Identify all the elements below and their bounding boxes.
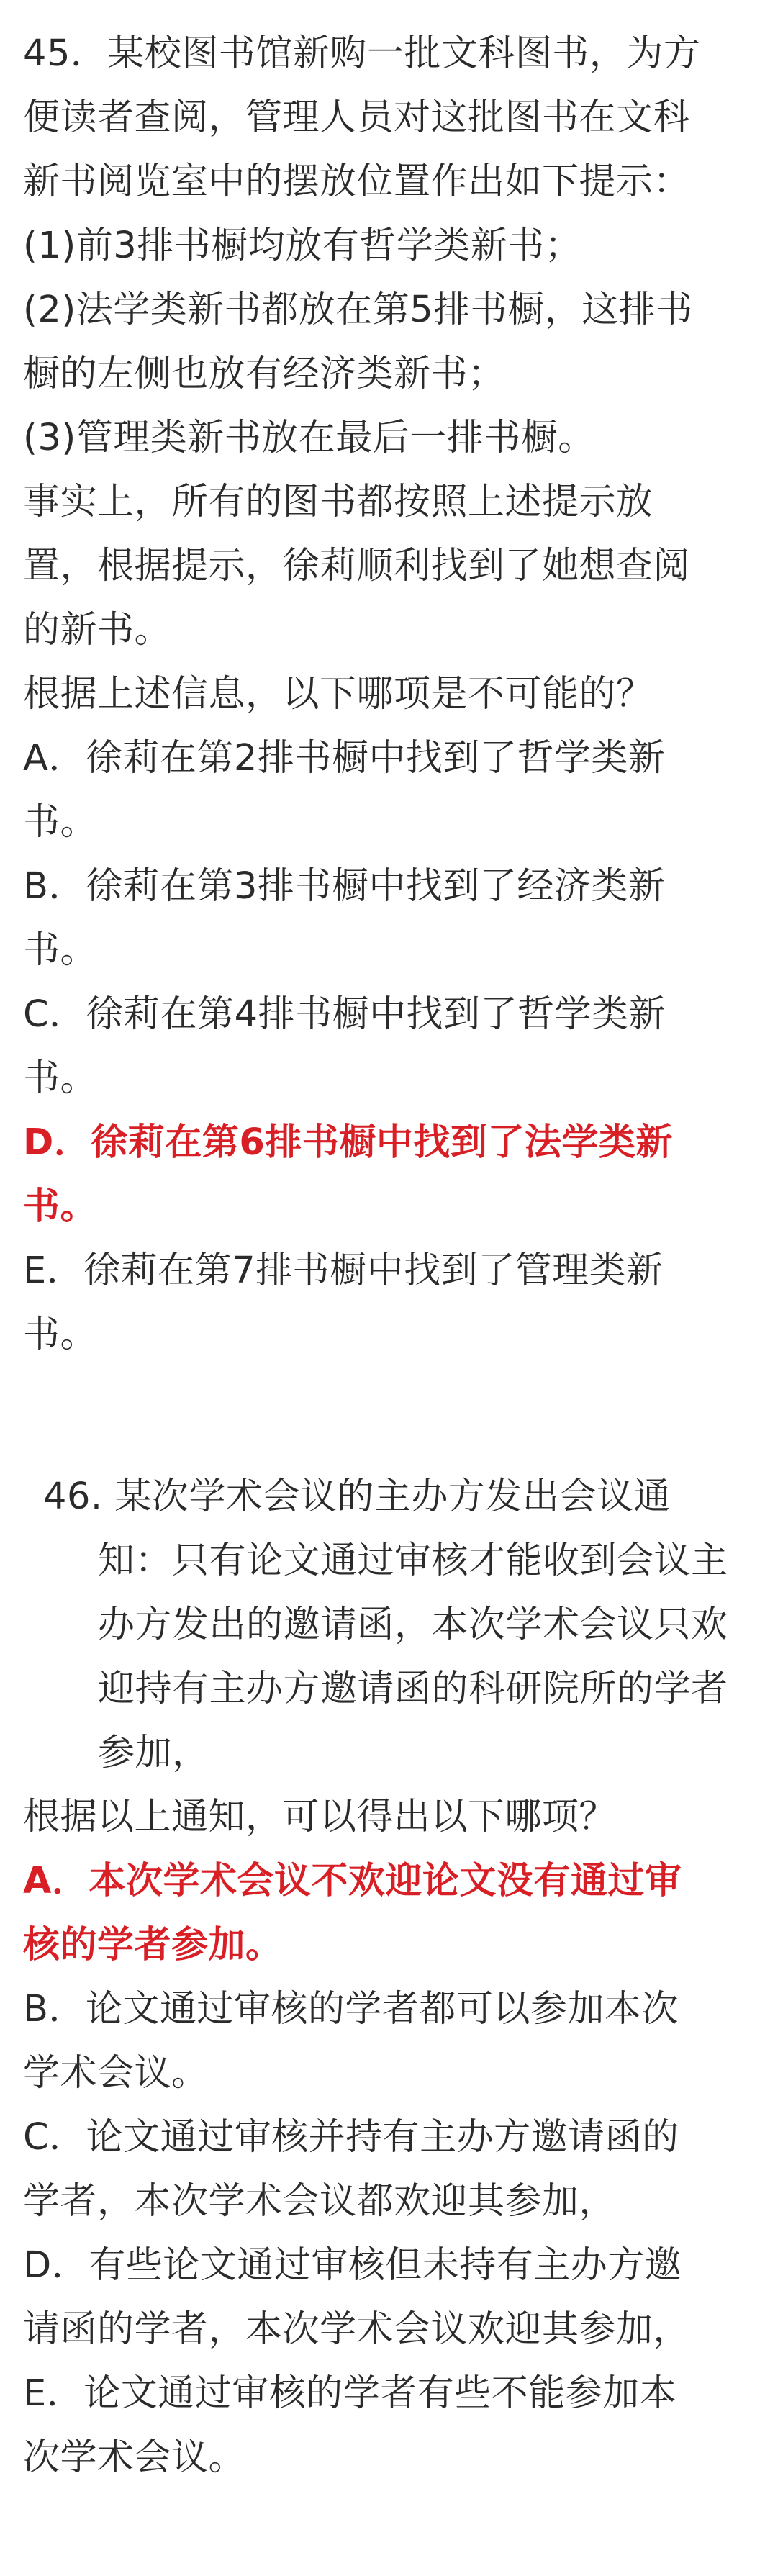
q46-option-c-line-2: 学者，本次学术会议都欢迎其参加， — [23, 2180, 617, 2223]
question-45 — [23, 22, 745, 1367]
q45-stem-line-3: 新书阅览室中的摆放位置作出如下提示： — [23, 161, 691, 203]
q46-option-a-answer — [23, 1849, 745, 1977]
q46-option-a-line-1: A．本次学术会议不欢迎论文没有通过审 — [23, 1860, 682, 1902]
q45-option-b-line-1: B．徐莉在第3排书橱中找到了经济类新 — [23, 865, 666, 908]
q46-option-c — [23, 2105, 745, 2233]
q45-option-d-answer — [23, 1111, 745, 1239]
q45-hint-2-line-1: (2)法学类新书都放在第5排书橱，这排书 — [23, 289, 693, 331]
section-spacer — [23, 1367, 745, 1465]
q45-option-a — [23, 726, 745, 854]
q46-option-a-line-2: 核的学者参加。 — [23, 1924, 283, 1966]
q46-option-d-line-1: D．有些论文通过审核但未持有主办方邀 — [23, 2244, 682, 2287]
q45-option-c-line-2: 书。 — [23, 1057, 98, 1100]
q46-stem-line-4: 迎持有主办方邀请函的科研院所的学者 — [98, 1668, 728, 1710]
q46-option-d-line-2: 请函的学者，本次学术会议欢迎其参加， — [23, 2308, 691, 2351]
q45-option-a-line-2: 书。 — [23, 801, 98, 844]
q45-stem-line-2: 便读者查阅，管理人员对这批图书在文科 — [23, 96, 691, 139]
q45-option-b — [23, 854, 745, 982]
q46-option-b-line-2: 学术会议。 — [23, 2052, 209, 2094]
q45-option-e-line-1: E．徐莉在第7排书橱中找到了管理类新 — [23, 1249, 664, 1292]
q46-option-b — [23, 1977, 745, 2105]
q45-option-a-line-1: A．徐莉在第2排书橱中找到了哲学类新 — [23, 737, 666, 779]
q45-option-d-line-1: D．徐莉在第6排书橱中找到了法学类新 — [23, 1121, 673, 1164]
q45-option-c — [23, 982, 745, 1111]
q45-hint-1: (1)前3排书橱均放有哲学类新书； — [23, 225, 582, 267]
q46-stem-line-2: 知：只有论文通过审核才能收到会议主 — [98, 1540, 728, 1582]
q45-fact-line-2: 置，根据提示，徐莉顺利找到了她想查阅 — [23, 545, 691, 587]
q45-option-d-line-2: 书。 — [23, 1185, 98, 1228]
q46-option-b-line-1: B．论文通过审核的学者都可以参加本次 — [23, 1988, 679, 2030]
q45-option-e — [23, 1239, 745, 1367]
q45-fact-line-3: 的新书。 — [23, 609, 172, 651]
q46-option-c-line-1: C．论文通过审核并持有主办方邀请函的 — [23, 2116, 679, 2159]
q46-option-e — [23, 2362, 745, 2490]
q45-stem-line-1: 45．某校图书馆新购一批文科图书，为方 — [23, 32, 701, 75]
q45-option-e-line-2: 书。 — [23, 1314, 98, 1356]
question-46 — [23, 1465, 745, 2490]
q46-option-d — [23, 2233, 745, 2362]
q46-stem-line-5: 参加， — [98, 1732, 209, 1774]
q46-stem-line-1: 46. 某次学术会议的主办方发出会议通 — [43, 1475, 671, 1518]
q45-option-b-line-2: 书。 — [23, 929, 98, 972]
q46-option-e-line-1: E．论文通过审核的学者有些不能参加本 — [23, 2372, 677, 2415]
q46-option-e-line-2: 次学术会议。 — [23, 2436, 246, 2479]
q45-prompt: 根据上述信息，以下哪项是不可能的？ — [23, 673, 653, 715]
q45-hint-3: (3)管理类新书放在最后一排书橱。 — [23, 417, 595, 459]
q45-fact-line-1: 事实上，所有的图书都按照上述提示放 — [23, 481, 653, 523]
q45-hint-2-line-2: 橱的左侧也放有经济类新书； — [23, 353, 505, 395]
q46-prompt: 根据以上通知，可以得出以下哪项？ — [23, 1796, 617, 1838]
q46-stem-line-3: 办方发出的邀请函，本次学术会议只欢 — [98, 1604, 728, 1646]
q45-option-c-line-1: C．徐莉在第4排书橱中找到了哲学类新 — [23, 993, 666, 1036]
